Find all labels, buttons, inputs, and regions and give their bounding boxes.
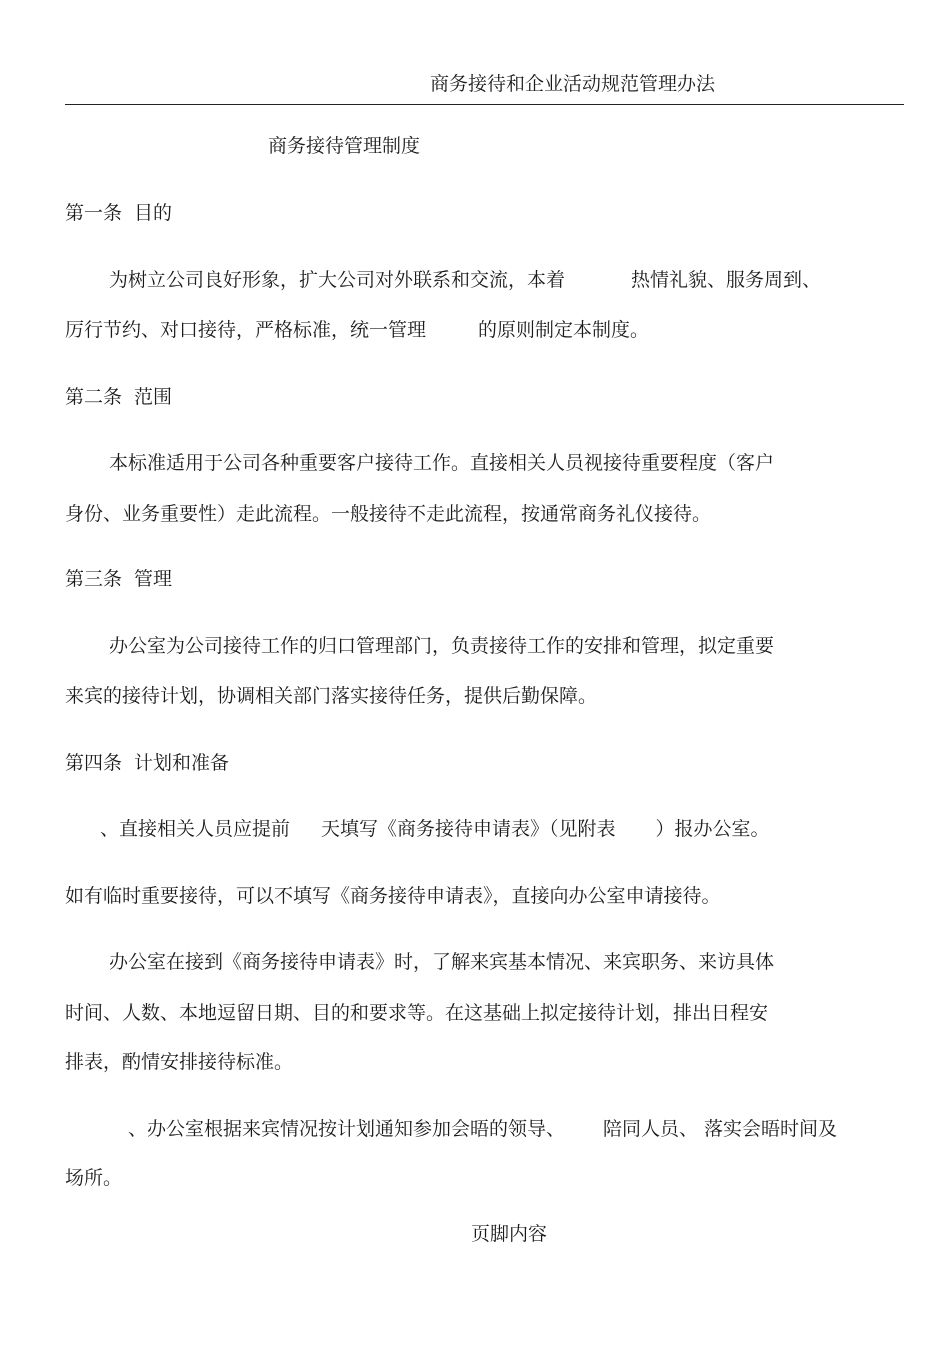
- text-segment: ）报办公室。: [655, 818, 770, 840]
- text-segment: 陪同人员、 落实会晤时间及: [603, 1118, 838, 1140]
- section-4-para-2-line-1: 办公室在接到《商务接待申请表》时，了解来宾基本情况、来宾职务、来访具体: [109, 951, 775, 973]
- section-2-heading: [65, 385, 172, 409]
- section-4-item-1: [100, 817, 770, 841]
- document-title: 商务接待管理制度: [268, 135, 421, 157]
- section-1-line-1: [109, 268, 821, 292]
- section-2-line-1: 本标准适用于公司各种重要客户接待工作。直接相关人员视接待重要程度（客户: [109, 452, 775, 474]
- section-1-line-2: [65, 318, 649, 342]
- text-segment: 、办公室根据来宾情况按计划通知参加会晤的领导、: [128, 1118, 566, 1140]
- section-2-line-2: 身份、业务重要性）走此流程。一般接待不走此流程，按通常商务礼仪接待。: [65, 503, 712, 525]
- section-name: 管理: [134, 568, 173, 590]
- text-segment: 为树立公司良好形象，扩大公司对外联系和交流，本着: [109, 269, 566, 291]
- section-number: 第一条: [65, 202, 123, 224]
- running-header-title: 商务接待和企业活动规范管理办法: [430, 73, 716, 95]
- text-segment: 厉行节约、对口接待，严格标准，统一管理: [65, 319, 427, 341]
- section-3-heading: [65, 567, 172, 591]
- page-footer: 页脚内容: [471, 1223, 548, 1245]
- text-segment: 的原则制定本制度。: [478, 319, 650, 341]
- section-1-heading: [65, 201, 172, 225]
- text-segment: 天填写《商务接待申请表》（见附表: [321, 818, 616, 840]
- section-name: 计划和准备: [134, 752, 230, 774]
- section-4-item-3-continuation: 场所。: [65, 1167, 123, 1189]
- text-segment: 热情礼貌、服务周到、: [631, 269, 822, 291]
- section-number: 第三条: [65, 568, 123, 590]
- section-number: 第二条: [65, 386, 123, 408]
- section-number: 第四条: [65, 752, 123, 774]
- section-4-item-3: [128, 1117, 837, 1141]
- section-4-item-1-continuation: 如有临时重要接待，可以不填写《商务接待申请表》，直接向办公室申请接待。: [65, 885, 721, 907]
- text-segment: 、直接相关人员应提前: [100, 818, 291, 840]
- section-4-heading: [65, 751, 229, 775]
- section-3-line-2: 来宾的接待计划，协调相关部门落实接待任务，提供后勤保障。: [65, 685, 598, 707]
- section-4-para-2-line-3: 排表，酌情安排接待标准。: [65, 1051, 294, 1073]
- section-3-line-1: 办公室为公司接待工作的归口管理部门，负责接待工作的安排和管理，拟定重要: [109, 635, 775, 657]
- section-name: 目的: [134, 202, 173, 224]
- section-4-para-2-line-2: 时间、人数、本地逗留日期、目的和要求等。在这基础上拟定接待计划，排出日程安: [65, 1002, 769, 1024]
- header-divider: [65, 104, 904, 105]
- section-name: 范围: [134, 386, 173, 408]
